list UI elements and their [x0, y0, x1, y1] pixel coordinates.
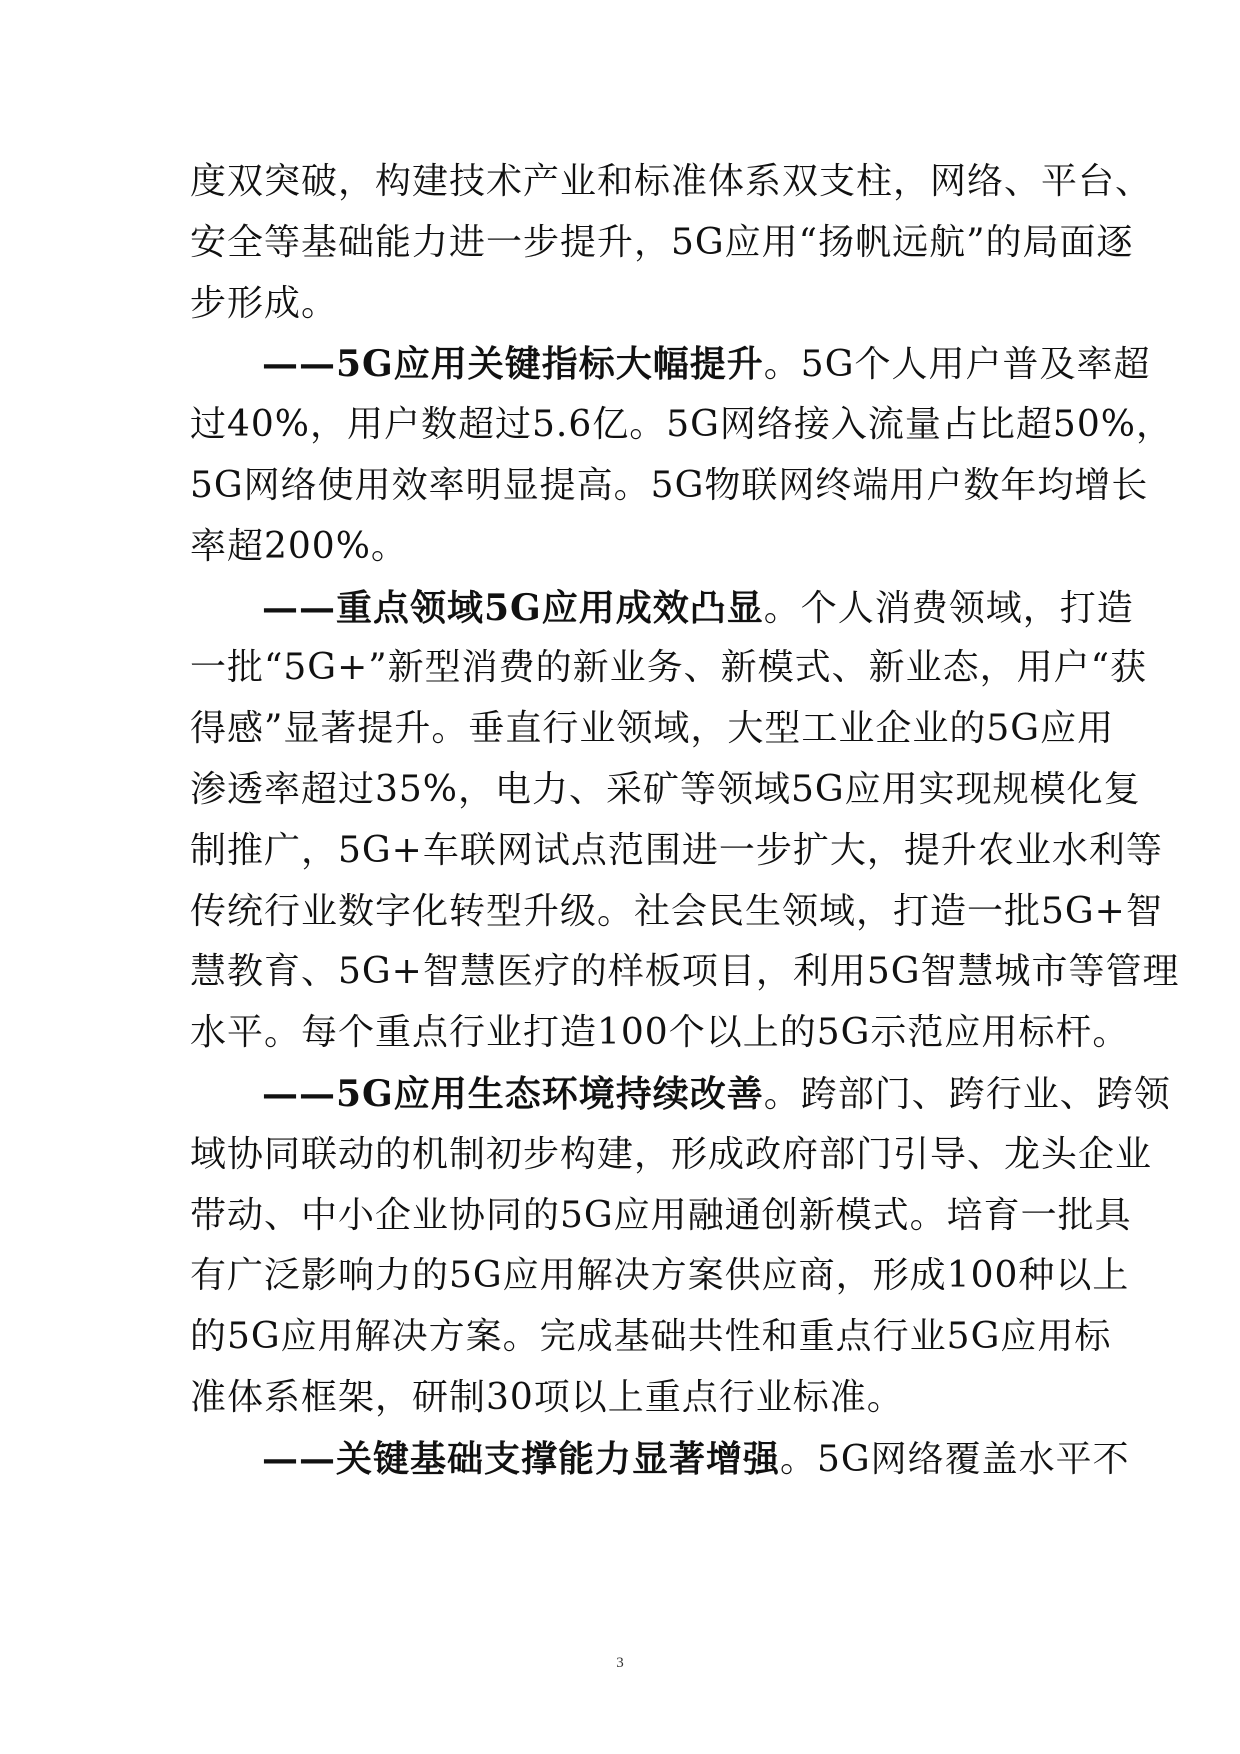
page-number: 3	[616, 1655, 624, 1671]
text-line: 渗透率超过35%，电力、采矿等领域5G应用实现规模化复	[190, 768, 1141, 810]
paragraph-lead-line	[190, 578, 1134, 639]
paragraph-heading: ——5G应用关键指标大幅提升	[262, 343, 764, 386]
paragraph-heading: ——关键基础支撑能力显著增强	[262, 1437, 781, 1480]
paragraph-lead-line	[190, 334, 1151, 395]
text-line: 5G网络使用效率明显提高。5G物联网终端用户数年均增长	[190, 464, 1149, 506]
paragraph-lead-text: 。5G个人用户普及率超	[763, 344, 1151, 386]
text-line: 安全等基础能力进一步提升，5G应用“扬帆远航”的局面逐	[190, 221, 1134, 263]
text-line: 有广泛影响力的5G应用解决方案供应商，形成100种以上	[190, 1255, 1130, 1297]
text-line: 步形成。	[190, 282, 339, 324]
paragraph-lead-text: 。5G网络覆盖水平不	[780, 1438, 1130, 1480]
paragraph-heading: ——重点领域5G应用成效凸显	[262, 586, 764, 629]
document-body	[190, 152, 1180, 1490]
text-line: 带动、中小企业协同的5G应用融通创新模式。培育一批具	[190, 1194, 1132, 1236]
text-line: 准体系框架，研制30项以上重点行业标准。	[190, 1376, 904, 1418]
text-line: 传统行业数字化转型升级。社会民生领域，打造一批5G+智	[190, 890, 1163, 932]
text-line: 制推广，5G+车联网试点范围进一步扩大，提升农业水利等	[190, 829, 1163, 871]
paragraph-lead-text: 。个人消费领域，打造	[763, 587, 1134, 629]
text-line: 得感”显著提升。垂直行业领域，大型工业企业的5G应用	[190, 708, 1115, 750]
text-line: 慧教育、5G+智慧医疗的样板项目，利用5G智慧城市等管理	[190, 951, 1180, 993]
text-line: 一批“5G+”新型消费的新业务、新模式、新业态，用户“获	[190, 647, 1148, 689]
text-line: 过40%，用户数超过5.6亿。5G网络接入流量占比超50%，	[190, 404, 1173, 446]
paragraph-lead-line	[190, 1064, 1171, 1125]
text-line: 的5G应用解决方案。完成基础共性和重点行业5G应用标	[190, 1316, 1112, 1358]
paragraph-lead-text: 。跨部门、跨行业、跨领	[763, 1073, 1171, 1115]
text-line: 度双突破，构建技术产业和标准体系双支柱，网络、平台、	[190, 161, 1153, 202]
paragraph-lead-line	[190, 1429, 1130, 1490]
paragraph-heading: ——5G应用生态环境持续改善	[262, 1072, 764, 1115]
text-line: 域协同联动的机制初步构建，形成政府部门引导、龙头企业	[190, 1133, 1153, 1175]
text-line: 率超200%。	[190, 525, 408, 567]
text-line: 水平。每个重点行业打造100个以上的5G示范应用标杆。	[190, 1012, 1130, 1054]
